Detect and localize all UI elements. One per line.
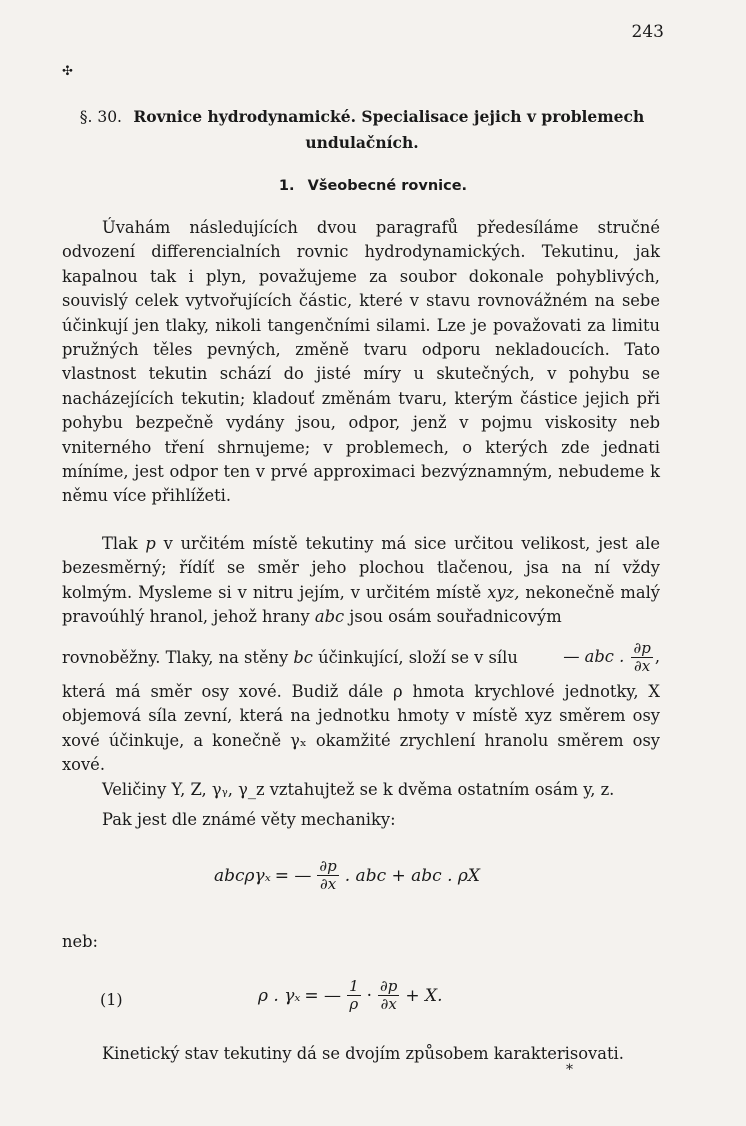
p2-text-c: nekonečně malý pravoúhlý hranol, jehož hrany: [62, 582, 660, 627]
equation-1: [214, 858, 480, 893]
eq2-frac1-num: 1: [349, 977, 359, 995]
eq2-frac2-den: ∂x: [380, 995, 397, 1013]
rovnobezny-expression: [563, 640, 660, 675]
line-rovnobezny: [62, 640, 660, 675]
section-number: §. 30.: [79, 108, 122, 126]
p2-symbol-abc: abc: [314, 607, 345, 627]
paragraph-3: která má směr osy xové. Budiž dále ρ hmota krychlové jednotky, X objemová síla zevní, která na jednotku hmoty v místě xyz směrem osy xové účinkuje, a konečně γₓ okamžité zrychlení hranolu směrem osy xové.: [62, 682, 660, 775]
paragraph-2: [62, 532, 660, 630]
eq2-dot: ·: [366, 985, 373, 1006]
fraction-dp-dx: [631, 640, 652, 675]
eq2-lhs: ρ . γₓ: [258, 985, 301, 1006]
eq2-fraction-1: [347, 978, 361, 1013]
paragraph-1: Úvahám následujících dvou paragrafů předesíláme stručné odvození differencialních rovnic hydrodynamických. Tekutinu, jak kapalnou tak i plyn, považujeme za soubor dokonale pohyblivých, souvislý celek vytvořujících částic, které v stavu rovnovážném na sebe účinkují jen tlaky, nikoli tangenčními silami. Lze je považovati za limitu pružných těles pevných, změně tvaru odporu nekladoucích. Tato vlastnost tekutin schází do jisté míry u skutečných, v pohybu se nacházejících tekutin; kladouť změnám tvaru, kterým částice jejich při pohybu bezpečně vydány jsou, odpor, jenž v pojmu viskosity neb vniterného tření shrnujeme; v problemech, o kterých zde jednati míníme, jest odpor ten v prvé approximaci bezvýznamným, nebudeme k němu více přihlížeti.: [62, 218, 660, 506]
rovnobezny-expr: — abc .: [563, 647, 625, 666]
subsection-title: Všeobecné rovnice.: [307, 178, 468, 194]
eq1-lhs: abcργₓ: [214, 865, 271, 886]
rovnobezny-symbol-bc: bc: [293, 648, 313, 667]
ornament-icon: ✣: [62, 64, 73, 79]
rovnobezny-left: [62, 648, 518, 667]
rovnobezny-text-a: rovnoběžny. Tlaky, na stěny: [62, 648, 289, 667]
eq1-fraction: [317, 858, 338, 893]
eq1-frac-den: ∂x: [319, 875, 337, 893]
subsection-number: 1.: [278, 178, 295, 194]
fraction-numerator: ∂p: [633, 639, 651, 657]
p2-symbol-xyz: xyz,: [487, 582, 520, 602]
eq1-rhs: . abc + abc . ρX: [344, 865, 480, 886]
eq2-fraction-2: [378, 978, 399, 1013]
asterisk-mark: *: [566, 1062, 573, 1078]
rovnobezny-tail: ,: [654, 647, 660, 666]
last-line: Kinetický stav tekutiny dá se dvojím způsobem karakterisovati.: [102, 1044, 624, 1063]
eq2-rhs: + X.: [405, 985, 443, 1006]
eq2-equals: = —: [304, 985, 342, 1006]
line-pak: Pak jest dle známé věty mechaniky:: [102, 810, 396, 829]
section-title: Rovnice hydrodynamické. Specialisace jejich v problemech undulačních.: [133, 107, 645, 152]
eq1-frac-num: ∂p: [319, 857, 337, 875]
line-veliciny: Veličiny Y, Z, γᵧ, γ_z vztahujtež se k dvěma ostatním osám y, z.: [102, 780, 615, 799]
p2-text-a: Tlak: [102, 534, 138, 553]
section-heading: [62, 104, 662, 156]
p2-text-b: v určitém místě tekutiny má sice určitou velikost, jest ale bezesměrný; řídíť se směr jeho plochou tlačenou, jsa na ní vždy kolmým. Mysleme si v nitru jejím, v určitém místě: [62, 534, 660, 602]
eq2-frac1-den: ρ: [349, 995, 359, 1013]
page-number: 243: [631, 22, 664, 42]
subsection-heading: [0, 178, 746, 194]
word-neb: neb:: [62, 932, 99, 951]
equation-label: (1): [100, 990, 123, 1009]
rovnobezny-text-b: účinkující, složí se v sílu: [318, 648, 518, 667]
eq1-equals: = —: [274, 865, 312, 886]
p2-symbol-p: p: [145, 534, 156, 553]
eq2-frac2-num: ∂p: [380, 977, 398, 995]
equation-2: [258, 978, 443, 1013]
p2-text-d: jsou osám souřadnicovým: [349, 607, 562, 627]
fraction-denominator: ∂x: [634, 657, 651, 675]
